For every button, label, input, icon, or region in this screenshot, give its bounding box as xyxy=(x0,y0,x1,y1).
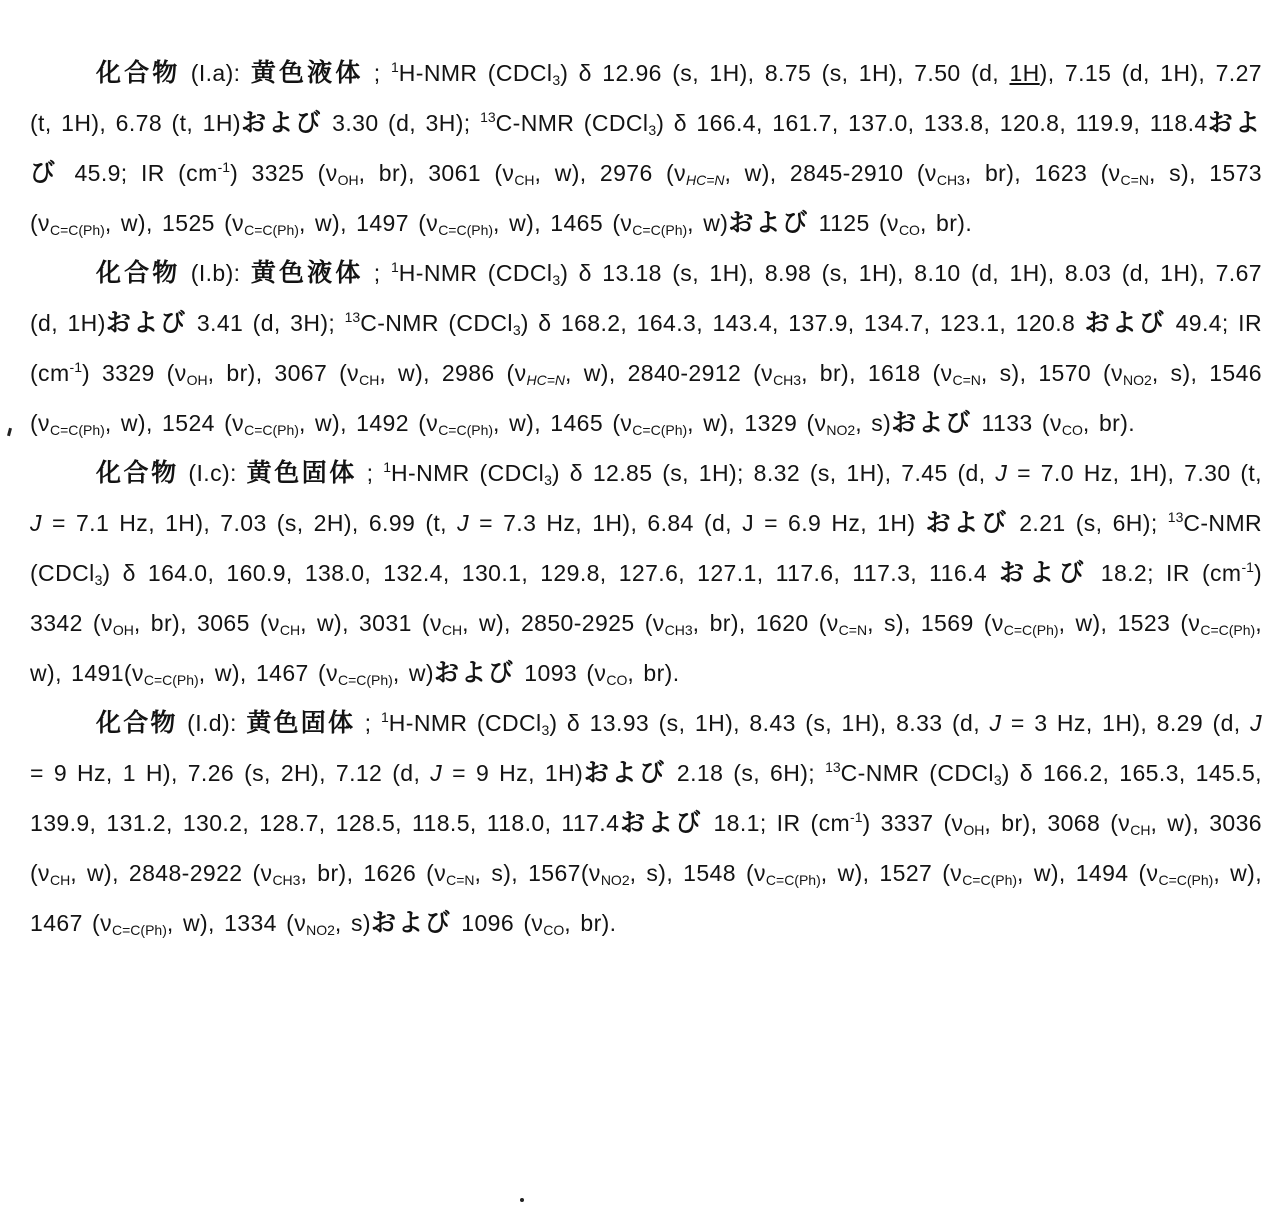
superscript: -1 xyxy=(69,359,82,375)
text-run: ), 7.15 (d, 1H), 7.27 (t, 1H), 6.78 (t, 1H) xyxy=(30,60,1262,136)
handwritten-text: および xyxy=(434,659,516,687)
text-run: , s) xyxy=(855,410,892,436)
subscript: 3 xyxy=(94,572,103,588)
text-run: ) δ 12.85 (s, 1H); 8.32 (s, 1H), 7.45 (d, xyxy=(551,460,996,486)
text-run: , br). xyxy=(919,210,973,236)
text-run: ) δ 166.4, 161.7, 137.0, 133.8, 120.8, 119.9, 118.4 xyxy=(656,110,1208,136)
text-run: ) 3329 (ν xyxy=(81,360,187,386)
text-run: 3.30 (d, 3H); xyxy=(322,110,481,136)
text-run: , w), 1491(ν xyxy=(30,610,1262,686)
text-run: 18.1; IR (cm xyxy=(703,810,851,836)
subscript: OH xyxy=(112,622,134,638)
subscript: CH3 xyxy=(936,172,965,188)
italic-text: J xyxy=(989,710,1002,736)
subscript: C=C(Ph) xyxy=(438,222,494,238)
subscript: C=C(Ph) xyxy=(49,222,105,238)
underlined-text: 1H xyxy=(1009,60,1040,86)
subscript: C=C(Ph) xyxy=(438,422,494,438)
subscript: C=N xyxy=(446,872,475,888)
text-run: C-NMR (CDCl xyxy=(495,110,649,136)
text-run: , w), 1524 (ν xyxy=(104,410,245,436)
subscript: CH3 xyxy=(272,872,301,888)
text-run: , w), 2848-2922 (ν xyxy=(70,860,273,886)
handwritten-text: および xyxy=(728,209,810,237)
text-run: , w), 2986 (ν xyxy=(379,360,527,386)
subscript: 3 xyxy=(993,772,1002,788)
text-run: , w), 1334 (ν xyxy=(166,910,307,936)
text-run: , w) xyxy=(687,210,729,236)
subscript: 3 xyxy=(541,722,550,738)
subscript: C=C(Ph) xyxy=(765,872,821,888)
text-run: , br). xyxy=(1082,410,1136,436)
subscript: CO xyxy=(1061,422,1083,438)
text-run: (I.b): xyxy=(180,260,251,286)
superscript: -1 xyxy=(1241,559,1254,575)
subscript: C=C(Ph) xyxy=(962,872,1018,888)
subscript: C=C(Ph) xyxy=(1200,622,1256,638)
italic-text: J xyxy=(995,460,1008,486)
text-run: , br), 1620 (ν xyxy=(692,610,839,636)
paragraph-compound-Ic xyxy=(30,448,1262,698)
text-run: ) δ 166.2, 165.3, 145.5, 139.9, 131.2, 130.2, 128.7, 128.5, 118.5, 118.0, 117.4 xyxy=(30,760,1262,836)
subscript: CH3 xyxy=(773,372,802,388)
subscript: CH xyxy=(279,622,301,638)
text-run: ; xyxy=(363,60,391,86)
subscript: 3 xyxy=(544,472,552,488)
text-run: , s), 1548 (ν xyxy=(629,860,766,886)
superscript: 1 xyxy=(390,259,399,275)
text-run: (I.c): xyxy=(178,460,247,486)
subscript: C=N xyxy=(952,372,981,388)
text-run: 2.21 (s, 6H); xyxy=(1009,510,1168,536)
text-run: = 3 Hz, 1H), 8.29 (d, xyxy=(1001,710,1251,736)
superscript: 13 xyxy=(344,309,361,325)
text-run: , w), 1465 (ν xyxy=(493,410,633,436)
subscript: HC=N xyxy=(526,372,566,388)
text-run: , w), 1467 (ν xyxy=(198,660,338,686)
subscript: C=N xyxy=(1120,172,1149,188)
paragraph-compound-Ia xyxy=(30,48,1262,248)
text-run: 2.18 (s, 6H); xyxy=(666,760,826,786)
text-run: , w), 2840-2912 (ν xyxy=(565,360,774,386)
text-run: , s), 1569 (ν xyxy=(867,610,1004,636)
handwritten-text: および xyxy=(619,809,704,837)
subscript: C=C(Ph) xyxy=(1158,872,1214,888)
subscript: CH xyxy=(441,622,463,638)
text-run: H-NMR (CDCl xyxy=(391,460,545,486)
superscript: 1 xyxy=(380,709,389,725)
text-run: , br), 3067 (ν xyxy=(207,360,360,386)
handwritten-text: および xyxy=(105,309,188,337)
text-run: = 7.1 Hz, 1H), 7.03 (s, 2H), 6.99 (t, xyxy=(41,510,458,536)
subscript: OH xyxy=(963,822,985,838)
handwritten-text: 黄色固体 xyxy=(246,459,357,487)
text-run: , s), 1570 (ν xyxy=(980,360,1124,386)
handwritten-text: および xyxy=(925,509,1010,537)
text-run: ) δ 13.93 (s, 1H), 8.43 (s, 1H), 8.33 (d, xyxy=(549,710,990,736)
text-run: , w), 2976 (ν xyxy=(534,160,687,186)
text-run: 1125 (ν xyxy=(809,210,899,236)
text-run: = 7.0 Hz, 1H), 7.30 (t, xyxy=(1007,460,1262,486)
subscript: 3 xyxy=(552,272,561,288)
handwritten-text: 化合物 xyxy=(96,259,181,287)
text-run: C-NMR (CDCl xyxy=(360,310,513,336)
text-run: , w), 2850-2925 (ν xyxy=(462,610,665,636)
text-run: , w), 1525 (ν xyxy=(104,210,245,236)
text-run: , w), 1465 (ν xyxy=(493,210,633,236)
subscript: C=N xyxy=(838,622,868,638)
subscript: C=C(Ph) xyxy=(337,672,393,688)
subscript: CH xyxy=(49,872,71,888)
subscript: CO xyxy=(606,672,628,688)
text-run: (I.d): xyxy=(177,710,247,736)
text-run: , br). xyxy=(564,910,617,936)
text-run: = 9 Hz, 1H) xyxy=(442,760,584,786)
text-run: , s), 1573 (ν xyxy=(30,160,1262,236)
handwritten-text: および xyxy=(891,409,973,437)
text-run: (I.a): xyxy=(180,60,251,86)
subscript: 3 xyxy=(552,72,561,88)
text-run: , w), 1523 (ν xyxy=(1058,610,1201,636)
subscript: NO2 xyxy=(306,922,335,938)
paragraph-compound-Id xyxy=(30,698,1262,948)
subscript: CO xyxy=(898,222,920,238)
subscript: CH3 xyxy=(664,622,693,638)
subscript: CH xyxy=(514,172,535,188)
italic-text: J xyxy=(430,760,443,786)
text-run: ) δ 168.2, 164.3, 143.4, 137.9, 134.7, 123.1, 120.8 xyxy=(520,310,1085,336)
text-run: ) 3325 (ν xyxy=(230,160,338,186)
subscript: NO2 xyxy=(826,422,856,438)
text-run: 18.2; IR (cm xyxy=(1088,560,1242,586)
text-run: , w), 1494 (ν xyxy=(1017,860,1159,886)
text-run: , s) xyxy=(334,910,371,936)
text-run: , w), 3031 (ν xyxy=(300,610,442,636)
superscript: 13 xyxy=(825,759,841,775)
handwritten-text: および xyxy=(583,759,667,787)
text-run: , br), 1623 (ν xyxy=(964,160,1121,186)
text-run: , br), 1618 (ν xyxy=(801,360,953,386)
superscript: 1 xyxy=(390,59,399,75)
text-run: C-NMR (CDCl xyxy=(840,760,994,786)
subscript: C=C(Ph) xyxy=(244,222,299,238)
text-run: , w), 1492 (ν xyxy=(298,410,439,436)
handwritten-text: および xyxy=(370,909,452,937)
text-run: H-NMR (CDCl xyxy=(398,260,553,286)
italic-text: J xyxy=(30,510,42,536)
text-run: , w), 1527 (ν xyxy=(820,860,963,886)
superscript: 13 xyxy=(480,109,496,125)
subscript: C=C(Ph) xyxy=(1003,622,1059,638)
document-body xyxy=(30,48,1262,948)
subscript: C=C(Ph) xyxy=(112,922,167,938)
text-run: C-NMR (CDCl xyxy=(30,510,1263,586)
subscript: C=C(Ph) xyxy=(244,422,299,438)
text-run: ) 3342 (ν xyxy=(30,560,1262,636)
superscript: -1 xyxy=(850,809,863,825)
text-run: , br), 1626 (ν xyxy=(300,860,447,886)
superscript: 13 xyxy=(1167,509,1184,525)
subscript: 3 xyxy=(648,122,657,138)
handwritten-text: および xyxy=(999,559,1089,587)
text-run: 1133 (ν xyxy=(972,410,1062,436)
handwritten-text: および xyxy=(30,109,1262,187)
text-run: , br), 3061 (ν xyxy=(358,160,515,186)
text-run: , w), 1329 (ν xyxy=(687,410,827,436)
text-run: = 7.3 Hz, 1H), 6.84 (d, J = 6.9 Hz, 1H) xyxy=(469,510,926,536)
paragraph-compound-Ib xyxy=(30,248,1262,448)
subscript: OH xyxy=(337,172,359,188)
italic-text: J xyxy=(1250,710,1262,736)
handwritten-text: 黄色液体 xyxy=(250,259,364,287)
subscript: OH xyxy=(186,372,208,388)
text-run: H-NMR (CDCl xyxy=(398,60,553,86)
subscript: CH xyxy=(359,372,380,388)
subscript: C=C(Ph) xyxy=(143,672,199,688)
text-run: , w), 1467 (ν xyxy=(30,860,1262,936)
text-run: 1096 (ν xyxy=(451,910,544,936)
subscript: HC=N xyxy=(686,172,725,188)
text-run: 45.9; IR (cm xyxy=(61,160,218,186)
text-run: , w), 1497 (ν xyxy=(298,210,439,236)
handwritten-text: および xyxy=(1084,309,1167,337)
subscript: C=C(Ph) xyxy=(49,422,105,438)
text-run: , w), 3036 (ν xyxy=(30,810,1262,886)
text-run: , s), 1567(ν xyxy=(474,860,601,886)
text-run: 1093 (ν xyxy=(515,660,607,686)
text-run: H-NMR (CDCl xyxy=(388,710,542,736)
subscript: C=C(Ph) xyxy=(632,222,688,238)
subscript: CH xyxy=(1130,822,1151,838)
subscript: CO xyxy=(543,922,565,938)
text-run: = 9 Hz, 1 H), 7.26 (s, 2H), 7.12 (d, xyxy=(30,760,431,786)
text-run: , br). xyxy=(627,660,680,686)
subscript: NO2 xyxy=(1123,372,1152,388)
text-run: ) δ 12.96 (s, 1H), 8.75 (s, 1H), 7.50 (d, xyxy=(560,60,1010,86)
handwritten-text: 化合物 xyxy=(96,459,179,487)
text-run: ) δ 13.18 (s, 1H), 8.98 (s, 1H), 8.10 (d, 1H), 8.03 (d, 1H), 7.67 (d, 1H) xyxy=(30,260,1262,336)
scan-artifact xyxy=(520,1198,524,1202)
text-run: 49.4; IR (cm xyxy=(30,310,1262,386)
text-run: ; xyxy=(356,460,384,486)
text-run: , w) xyxy=(392,660,434,686)
text-run: , w), 2845-2910 (ν xyxy=(724,160,937,186)
text-run: ) δ 164.0, 160.9, 138.0, 132.4, 130.1, 129.8, 127.6, 127.1, 117.6, 117.3, 116.4 xyxy=(102,560,1000,586)
subscript: NO2 xyxy=(600,872,630,888)
italic-text: J xyxy=(457,510,470,536)
superscript: -1 xyxy=(217,159,231,175)
text-run: , br), 3068 (ν xyxy=(984,810,1131,836)
superscript: 1 xyxy=(383,459,392,475)
subscript: 3 xyxy=(512,322,521,338)
text-run: ; xyxy=(363,260,391,286)
text-run: , br), 3065 (ν xyxy=(133,610,280,636)
handwritten-text: 化合物 xyxy=(96,709,178,737)
subscript: C=C(Ph) xyxy=(632,422,688,438)
handwritten-text: および xyxy=(240,109,323,137)
text-run: ) 3337 (ν xyxy=(862,810,964,836)
handwritten-text: 黄色液体 xyxy=(250,59,364,87)
text-run: ; xyxy=(355,710,381,736)
handwritten-text: 化合物 xyxy=(96,59,181,87)
text-run: , s), 1546 (ν xyxy=(30,360,1262,436)
handwritten-text: 黄色固体 xyxy=(246,709,356,737)
text-run: 3.41 (d, 3H); xyxy=(187,310,345,336)
